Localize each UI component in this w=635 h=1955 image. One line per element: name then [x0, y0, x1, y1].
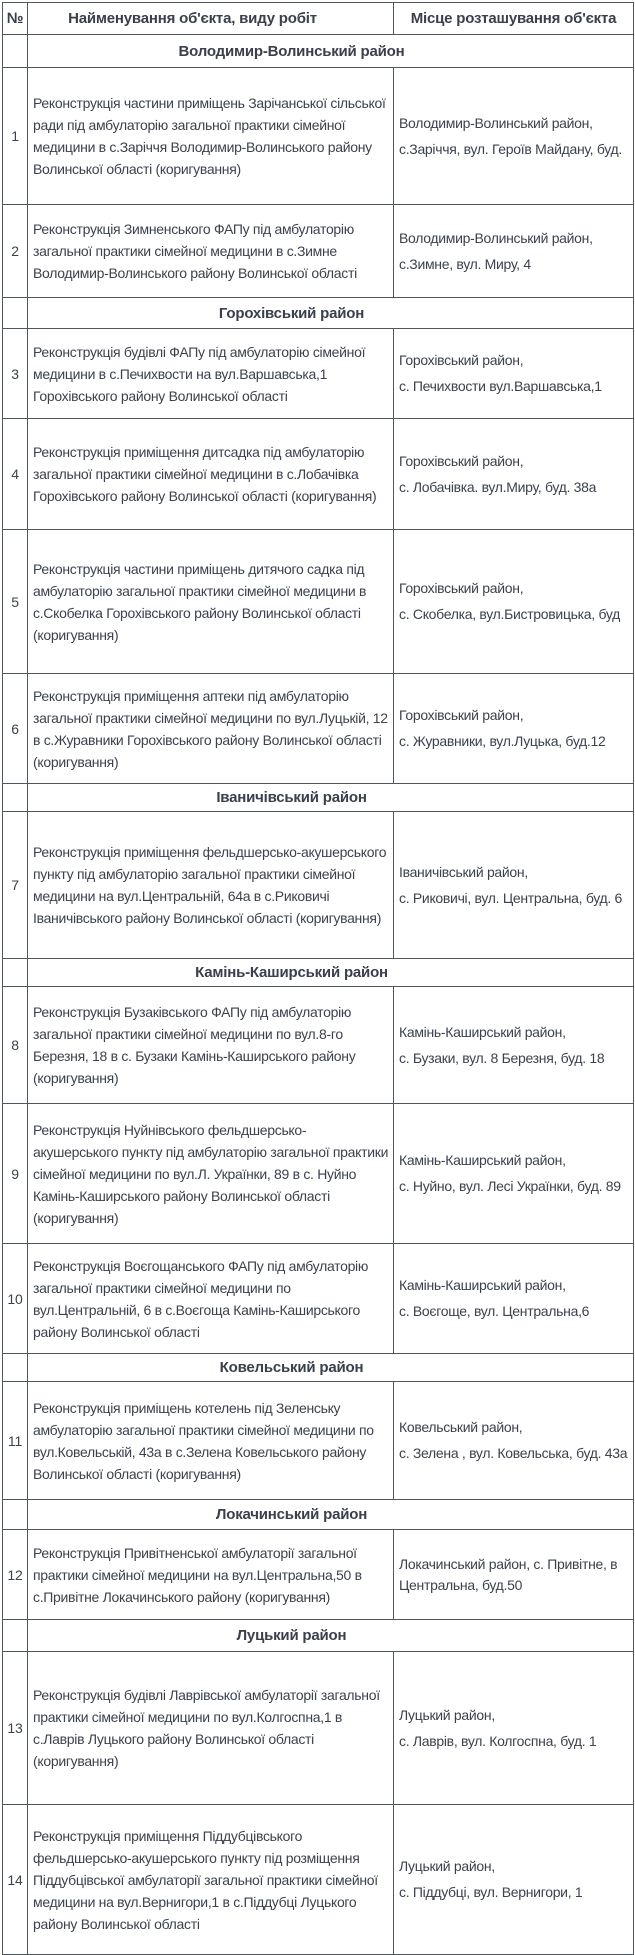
district-title: Іваничівський район	[28, 784, 634, 812]
object-name-cell: Реконструкція будівлі Лаврівської амбулаторії загальної практики сімейної медицини по вул.Колгоспна,1 в с.Лаврів Луцького району Волинської області (коригування)	[28, 1652, 394, 1805]
location-line: с. Лаврів, вул. Колгоспна, буд. 1	[399, 1732, 597, 1749]
location-line: Камінь-Каширський район,	[399, 1152, 566, 1168]
row-number-cell	[3, 298, 28, 329]
district-title: Володимир-Волинський район	[28, 35, 634, 68]
object-name-cell: Реконструкція частини приміщень Зарічанської сільської ради під амбулаторію загальної практики сімейної медицини в с.Заріччя Володимир-Волинського району Волинської області (коригування)	[28, 68, 394, 205]
location-line: Горохівський район,	[399, 707, 524, 723]
object-location-cell	[394, 1244, 634, 1354]
location-line: Луцький район,	[399, 1706, 495, 1723]
district-section-row	[3, 298, 634, 329]
location-line: Локачинський район, с. Привітне, в	[399, 1555, 618, 1572]
location-line: с. Риковичі, вул. Центральна, буд. 6	[399, 889, 623, 906]
location-line: Ковельський район,	[399, 1419, 523, 1435]
location-paragraph	[399, 1301, 633, 1322]
object-location-cell	[394, 419, 634, 530]
row-number-cell	[3, 959, 28, 987]
table-row	[3, 1382, 634, 1500]
location-paragraph	[399, 1443, 633, 1464]
table-row	[3, 68, 634, 205]
object-location-cell	[394, 1104, 634, 1244]
row-number-cell: 3	[3, 329, 28, 419]
table-row	[3, 419, 634, 530]
row-number-cell: 11	[3, 1382, 28, 1500]
row-number-cell: 4	[3, 419, 28, 530]
location-line: Володимир-Волинський район,	[399, 114, 593, 131]
object-name-cell: Реконструкція Нуйнівського фельдшерсько-акушерського пункту під амбулаторію загальної практики сімейної медицини по вул.Л. Українки, 89 в с. Нуйно Камінь-Каширського району Волинської області (коригування)	[28, 1104, 394, 1244]
col-header-location: Місце розташування об'єкта	[394, 3, 634, 35]
location-paragraph	[399, 604, 633, 625]
table-row	[3, 1805, 634, 1955]
object-location-cell	[394, 1382, 634, 1500]
location-line: с. Скобелка, вул.Бистровицька, буд	[399, 606, 620, 622]
location-line: с. Печихвости вул.Варшавська,1	[399, 378, 602, 394]
table-row	[3, 329, 634, 419]
location-line: Луцький район,	[399, 1858, 495, 1874]
location-paragraph	[399, 888, 633, 909]
location-paragraph	[399, 1882, 633, 1903]
location-line: Іваничівський район,	[399, 863, 528, 880]
location-line: с. Нуйно, вул. Лесі Українки, буд. 89	[399, 1178, 621, 1194]
table-row	[3, 1104, 634, 1244]
table-row	[3, 1244, 634, 1354]
object-name-cell: Реконструкція приміщення Піддубцівського фельдшерсько-акушерського пункту під розміщення Піддубцівської амбулаторії загальної практики сімейної медицини на вул.Вернигори,1 в с.Піддубці Луцького району Волинської області	[28, 1805, 394, 1955]
row-number-cell: 10	[3, 1244, 28, 1354]
location-line: Камінь-Каширський район,	[399, 1277, 566, 1293]
table-row	[3, 987, 634, 1104]
object-location-cell	[394, 68, 634, 205]
object-name-cell: Реконструкція приміщення фельдшерсько-акушерського пункту під амбулаторію загальної практики сімейної медицини на вул.Центральній, 64а в с.Риковичі Іваничівського району Волинської області (коригування)	[28, 812, 394, 959]
location-paragraph	[399, 1176, 633, 1197]
row-number-cell: 14	[3, 1805, 28, 1955]
object-location-cell	[394, 1805, 634, 1955]
location-paragraph	[399, 1275, 633, 1296]
location-line: с.Заріччя, вул. Героїв Майдану, буд.	[399, 140, 622, 157]
district-title: Камінь-Каширський район	[28, 959, 634, 987]
object-name-cell: Реконструкція Бузаківського ФАПу під амбулаторію загальної практики сімейної медицини по вул.8-го Березня, 18 в с. Бузаки Камінь-Каширського району (коригування)	[28, 987, 394, 1104]
location-paragraph	[399, 113, 633, 134]
location-line: Горохівський район,	[399, 580, 524, 596]
row-number-cell: 9	[3, 1104, 28, 1244]
location-paragraph	[399, 731, 633, 752]
location-line: с. Воєгоще, вул. Центральна,6	[399, 1303, 590, 1319]
row-number-cell	[3, 1354, 28, 1382]
row-number-cell	[3, 1500, 28, 1530]
location-paragraph	[399, 1022, 633, 1043]
location-paragraph	[399, 350, 633, 371]
row-number-cell: 13	[3, 1652, 28, 1805]
projects-table	[2, 2, 634, 1955]
object-location-cell	[394, 674, 634, 784]
row-number-cell	[3, 35, 28, 68]
table-row	[3, 530, 634, 674]
row-number-cell	[3, 784, 28, 812]
location-paragraph	[399, 705, 633, 726]
location-paragraph	[399, 1554, 633, 1596]
district-section-row	[3, 959, 634, 987]
location-paragraph	[399, 1150, 633, 1171]
object-location-cell	[394, 205, 634, 298]
object-location-cell	[394, 329, 634, 419]
location-line: Центральна, буд.50	[399, 1576, 523, 1593]
location-paragraph	[399, 862, 633, 883]
location-line: с. Бузаки, вул. 8 Березня, буд. 18	[399, 1049, 605, 1066]
row-number-cell: 2	[3, 205, 28, 298]
col-header-object-name: Найменування об'єкта, виду робіт	[28, 3, 394, 35]
district-title: Луцький район	[28, 1620, 634, 1652]
table-body	[3, 35, 634, 1955]
district-section-row	[3, 1500, 634, 1530]
object-name-cell: Реконструкція приміщення дитсадка під амбулаторію загальної практики сімейної медицини в с.Лобачівка Горохівського району Волинської області (коригування)	[28, 419, 394, 530]
object-name-cell: Реконструкція приміщень котелень під Зеленську амбулаторію загальної практики сімейної медицини по вул.Ковельській, 43а в с.Зелена Ковельського району Волинської області (коригування)	[28, 1382, 394, 1500]
object-location-cell	[394, 812, 634, 959]
object-location-cell	[394, 1652, 634, 1805]
location-paragraph	[399, 578, 633, 599]
table-row	[3, 1652, 634, 1805]
location-line: с. Журавники, вул.Луцька, буд.12	[399, 733, 606, 749]
district-title: Горохівський район	[28, 298, 634, 329]
district-title: Локачинський район	[28, 1500, 634, 1530]
location-paragraph	[399, 451, 633, 472]
object-name-cell: Реконструкція Привітненської амбулаторії загальної практики сімейної медицини на вул.Центральна,50 в с.Привітне Локачинського району (коригування)	[28, 1530, 394, 1620]
district-section-row	[3, 35, 634, 68]
location-line: Володимир-Волинський район,	[399, 229, 593, 246]
location-line: с. Зелена , вул. Ковельська, буд. 43а	[399, 1445, 628, 1461]
location-paragraph	[399, 1856, 633, 1877]
location-line: с.Зимне, вул. Миру, 4	[399, 255, 531, 272]
table-row	[3, 205, 634, 298]
location-line: с. Піддубці, вул. Вернигори, 1	[399, 1884, 583, 1900]
location-line: Горохівський район,	[399, 452, 524, 469]
object-name-cell: Реконструкція будівлі ФАПу під амбулаторію сімейної медицини в с.Печихвости на вул.Варшавська,1 Горохівського району Волинської області	[28, 329, 394, 419]
location-paragraph	[399, 139, 633, 160]
district-section-row	[3, 784, 634, 812]
row-number-cell: 1	[3, 68, 28, 205]
row-number-cell	[3, 1620, 28, 1652]
district-section-row	[3, 1354, 634, 1382]
object-location-cell	[394, 987, 634, 1104]
location-paragraph	[399, 1417, 633, 1438]
location-line: с. Лобачівка. вул.Миру, буд. 38а	[399, 478, 597, 495]
object-name-cell: Реконструкція частини приміщень дитячого садка під амбулаторію загальної практики сімейної медицини в с.Скобелка Горохівського району Волинської області (коригування)	[28, 530, 394, 674]
table-header-row	[3, 3, 634, 35]
row-number-cell: 6	[3, 674, 28, 784]
location-line: Камінь-Каширський район,	[399, 1023, 566, 1040]
row-number-cell: 8	[3, 987, 28, 1104]
location-paragraph	[399, 228, 633, 249]
object-name-cell: Реконструкція Зимненського ФАПу під амбулаторію загальної практики сімейної медицини в с.Зимне Володимир-Волинського району Волинської області	[28, 205, 394, 298]
district-title: Ковельський район	[28, 1354, 634, 1382]
object-location-cell	[394, 530, 634, 674]
location-paragraph	[399, 376, 633, 397]
row-number-cell: 7	[3, 812, 28, 959]
location-paragraph	[399, 1048, 633, 1069]
table-row	[3, 812, 634, 959]
location-paragraph	[399, 254, 633, 275]
location-paragraph	[399, 1731, 633, 1752]
object-name-cell: Реконструкція Воєгощанського ФАПу під амбулаторію загальної практики сімейної медицини по вул.Центральній, 6 в с.Воєгоща Камінь-Каширського району Волинської області	[28, 1244, 394, 1354]
table-row	[3, 1530, 634, 1620]
location-paragraph	[399, 477, 633, 498]
row-number-cell: 12	[3, 1530, 28, 1620]
location-paragraph	[399, 1705, 633, 1726]
location-line: Горохівський район,	[399, 352, 524, 368]
object-name-cell: Реконструкція приміщення аптеки під амбулаторію загальної практики сімейної медицини по вул.Луцькій, 12 в с.Журавники Горохівського району Волинської області (коригування)	[28, 674, 394, 784]
table-row	[3, 674, 634, 784]
object-location-cell	[394, 1530, 634, 1620]
row-number-cell: 5	[3, 530, 28, 674]
col-header-num: №	[3, 3, 28, 35]
district-section-row	[3, 1620, 634, 1652]
